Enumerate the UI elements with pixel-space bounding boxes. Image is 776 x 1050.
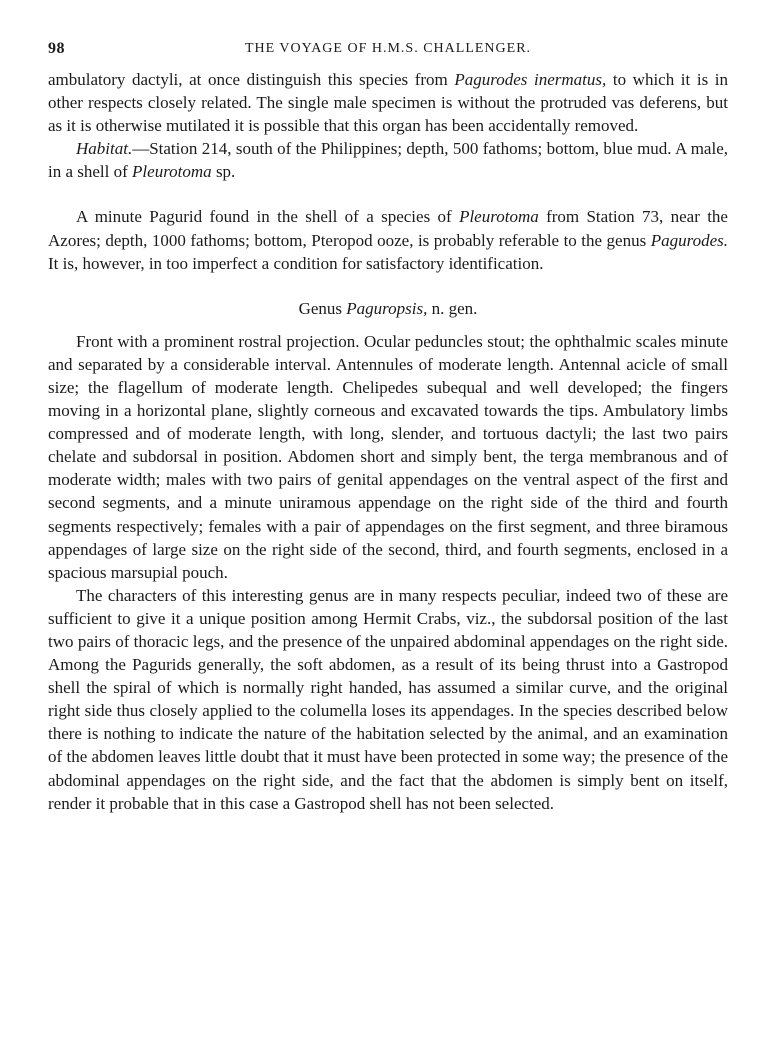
running-title: THE VOYAGE OF H.M.S. CHALLENGER. <box>244 41 532 56</box>
habitat-label: Habitat. <box>76 139 133 159</box>
page-number: 98 <box>48 40 65 57</box>
page <box>48 40 728 815</box>
page-header <box>48 40 728 68</box>
text-run: ambulatory dactyli, at once distinguish this species from <box>48 70 455 89</box>
text-run: sp. <box>211 162 236 182</box>
section-heading <box>48 297 728 320</box>
paragraph-species-continuation <box>48 68 728 137</box>
genus-name: Pleurotoma <box>132 162 212 182</box>
paragraph-genus-description: Front with a prominent rostral projection. Ocular peduncles stout; the ophthalmic scales minute and separated by a considerable interval. Antennules of moderate length. Antennal acicle of small size; the flagellum of moderate length. Chelipedes subequal and well developed; the fingers moving in a horizontal plane, slightly corneous and excavated towards the tips. Ambulatory limbs compressed and of moderate length, with long, slender, and tortuous dactyli; the last two pairs chelate and subdorsal in position. Abdomen short and simply bent, the terga membranous and of moderate width; males with two pairs of genital appendages on the ventral aspect of the first and second segments, and a minute uniramous appendage on the right side of the third and fourth segments respectively; females with a pair of appendages on the first segment, and three biramous appendages of large size on the right side of the second, third, and fourth segments, enclosed in a spacious marsupial pouch. <box>48 331 728 582</box>
genus-name: Pleurotoma <box>459 207 539 227</box>
text-run: from Station 73, near the Azores; depth, 1000 fathoms; bottom, Pteropod ooze, is probably referable to the genus <box>48 207 728 250</box>
text-run: n. gen. <box>427 298 478 318</box>
text-run: to which it is in other respects closely related. The single male specimen is without the protruded vas deferens, but as it is otherwise mutilated it is possible that this organ has been accidentally removed. <box>48 70 728 136</box>
text-run: It is, however, in too imperfect a condition for satisfactory identification. <box>48 253 544 273</box>
genus-name: Pagurodes. <box>650 230 728 250</box>
text-run: Genus <box>298 298 347 318</box>
paragraph-minute-pagurid <box>48 205 728 274</box>
species-name: Pagurodes inermatus, <box>454 70 607 89</box>
text-run: A minute Pagurid found in the shell of a species of <box>76 207 460 227</box>
text-run: —Station 214, south of the Philippines; depth, 500 fathoms; bottom, blue mud. A male, in a shell of <box>48 139 728 182</box>
genus-name: Paguropsis, <box>346 298 428 318</box>
paragraph-genus-characters: The characters of this interesting genus are in many respects peculiar, indeed two of these are sufficient to give it a unique position among Hermit Crabs, viz., the subdorsal position of the last two pairs of thoracic legs, and the presence of the unpaired abdominal appendages on the right side. Among the Pagurids generally, the soft abdomen, as a result of its being thrust into a Gastropod shell the spiral of which is normally right handed, has assumed a similar curve, and the original right side thus closely applied to the columella loses its appendages. In the species described below there is nothing to indicate the nature of the habitation selected by the animal, and an examination of the abdomen leaves little doubt that it must have been protected in some way; the presence of the abdominal appendages on the right side, and the fact that the abdomen is simply bent on itself, render it probable that in this case a Gastropod shell has not been selected. <box>48 585 728 813</box>
paragraph-habitat <box>48 137 728 183</box>
paragraph-gap <box>48 183 728 205</box>
